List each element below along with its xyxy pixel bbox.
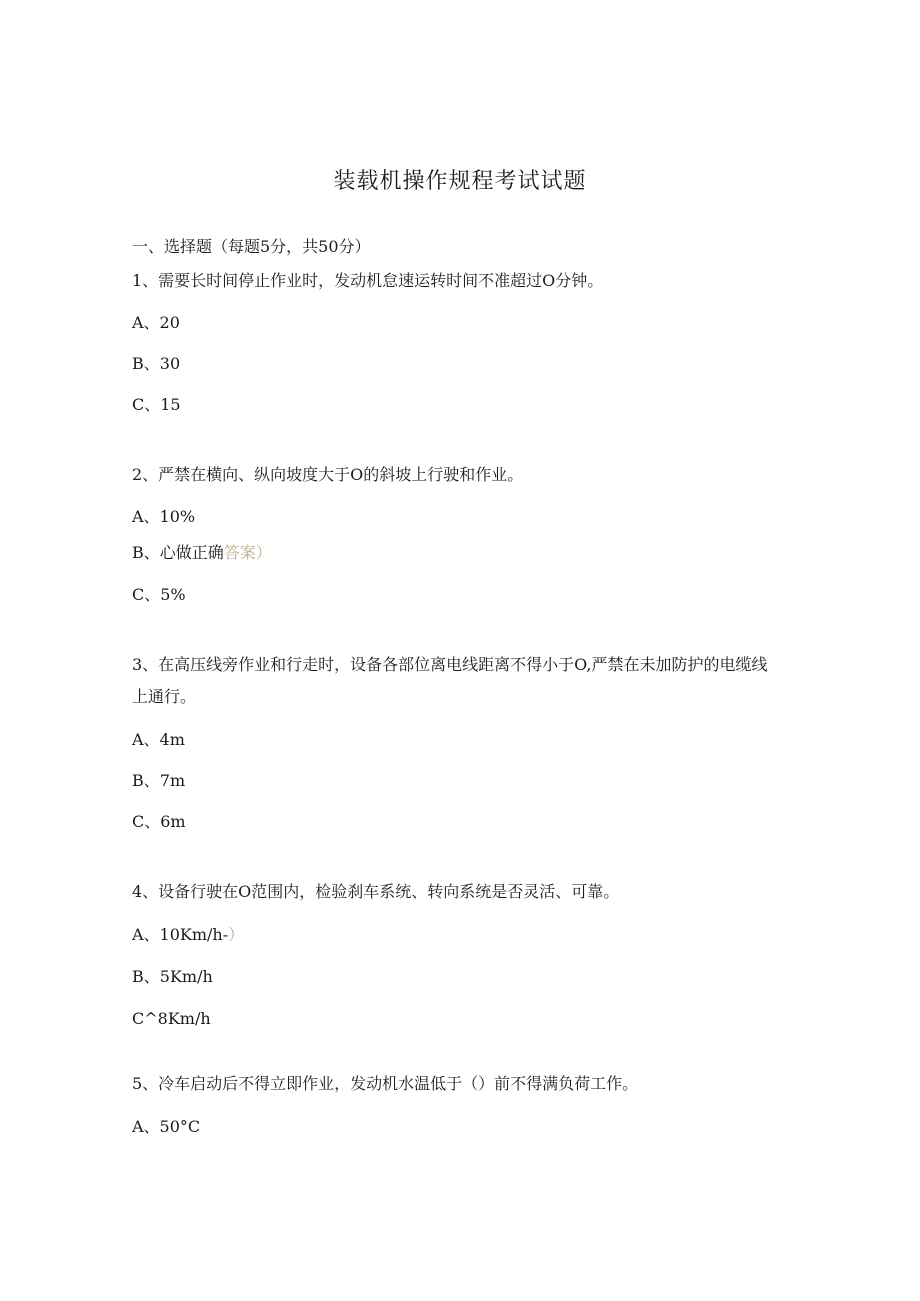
question-4-option-a-text: A、10Km∕h- bbox=[132, 925, 229, 944]
question-3-option-a: A、4m bbox=[132, 730, 185, 749]
question-2-option-b-text: B、心做正确 bbox=[132, 543, 224, 562]
question-5-stem: 5、冷车启动后不得立即作业，发动机水温低于（）前不得满负荷工作。 bbox=[132, 1074, 639, 1093]
question-1-option-c: C、15 bbox=[132, 395, 181, 414]
question-3-option-b: B、7m bbox=[132, 771, 186, 790]
question-5-option-a: A、50°C bbox=[132, 1117, 201, 1136]
question-1-option-b: B、30 bbox=[132, 354, 181, 373]
question-4-option-b: B、5Km∕h bbox=[132, 967, 213, 986]
question-1-stem: 1、需要长时间停止作业时，发动机怠速运转时间不准超过O分钟。 bbox=[132, 271, 604, 290]
question-1-option-a: A、20 bbox=[132, 313, 180, 332]
question-3-option-c: C、6m bbox=[132, 812, 186, 831]
question-4-option-a-faint: ） bbox=[228, 925, 245, 944]
question-2-option-b-faint: 答案） bbox=[223, 543, 272, 562]
page-title: 装载机操作规程考试试题 bbox=[333, 169, 587, 194]
question-2-option-a: A、10% bbox=[132, 507, 196, 526]
question-2-option-c: C、5% bbox=[132, 585, 186, 604]
question-4-stem: 4、设备行驶在O范围内，检验刹车系统、转向系统是否灵活、可靠。 bbox=[132, 882, 620, 901]
question-3-stem: 3、在高压线旁作业和行走时，设备各部位离电线距离不得小于O,严禁在未加防护的电缆线上通行。 bbox=[132, 655, 768, 706]
question-2-option-b bbox=[132, 542, 272, 564]
question-2-stem: 2、严禁在横向、纵向坡度大于O的斜坡上行驶和作业。 bbox=[132, 465, 524, 484]
question-4-option-c: C^8Km∕h bbox=[132, 1009, 211, 1028]
section-heading: 一、选择题（每题5分，共50分） bbox=[132, 237, 371, 256]
question-4-option-a bbox=[132, 924, 244, 946]
